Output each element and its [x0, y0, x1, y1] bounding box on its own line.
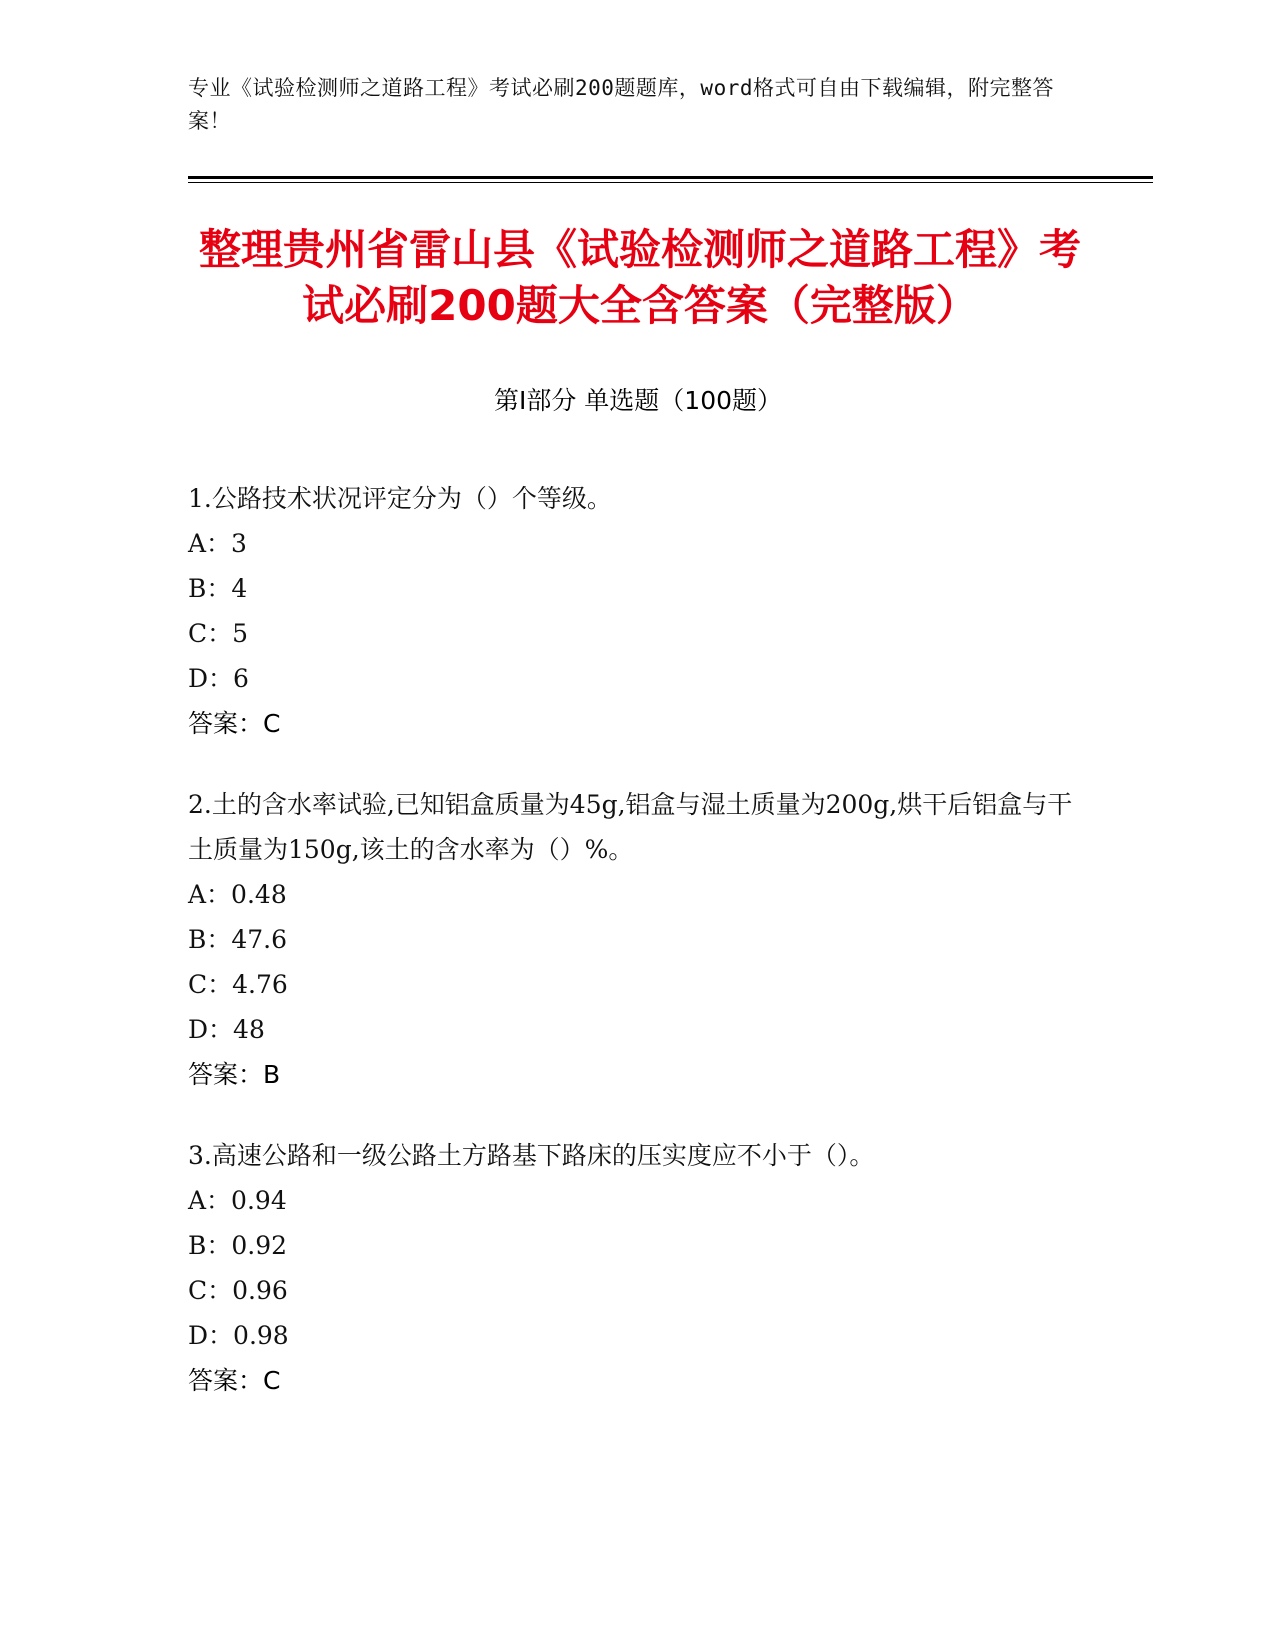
- answer-line: 答案：C: [188, 1366, 281, 1395]
- answer-line: 答案：C: [188, 709, 281, 738]
- option-d: D：6: [188, 664, 249, 693]
- option-a: A：0.94: [188, 1186, 287, 1215]
- option-d: D：0.98: [188, 1321, 289, 1350]
- answer-line: 答案：B: [188, 1060, 281, 1089]
- option-b: B：0.92: [188, 1231, 288, 1260]
- option-a: A：3: [188, 529, 247, 558]
- question-2: [188, 782, 1088, 1097]
- question-stem: 3.高速公路和一级公路土方路基下路床的压实度应不小于（）。: [188, 1141, 875, 1170]
- option-d: D：48: [188, 1015, 265, 1044]
- question-list: [188, 476, 1088, 1439]
- section-title: 第I部分 单选题（100题）: [493, 386, 783, 415]
- question-stem: 2.土的含水率试验,已知铝盒质量为45g,铝盒与湿土质量为200g,烘干后铝盒与干土质量为150g,该土的含水率为（）%。: [188, 790, 1073, 864]
- question-3: [188, 1133, 1088, 1403]
- option-c: C：4.76: [188, 970, 288, 999]
- option-c: C：0.96: [188, 1276, 288, 1305]
- option-c: C：5: [188, 619, 249, 648]
- header-rule-thick: [188, 176, 1153, 179]
- question-1: [188, 476, 1088, 746]
- option-b: B：47.6: [188, 925, 288, 954]
- header-rule-thin: [188, 182, 1153, 183]
- option-a: A：0.48: [188, 880, 287, 909]
- header-note: 专业《试验检测师之道路工程》考试必刷200题题库，word格式可自由下载编辑，附完整答案！: [188, 76, 1054, 133]
- document-title: 整理贵州省雷山县《试验检测师之道路工程》考试必刷200题大全含答案（完整版）: [198, 225, 1081, 330]
- option-b: B：4: [188, 574, 248, 603]
- question-stem: 1.公路技术状况评定分为（）个等级。: [188, 484, 612, 513]
